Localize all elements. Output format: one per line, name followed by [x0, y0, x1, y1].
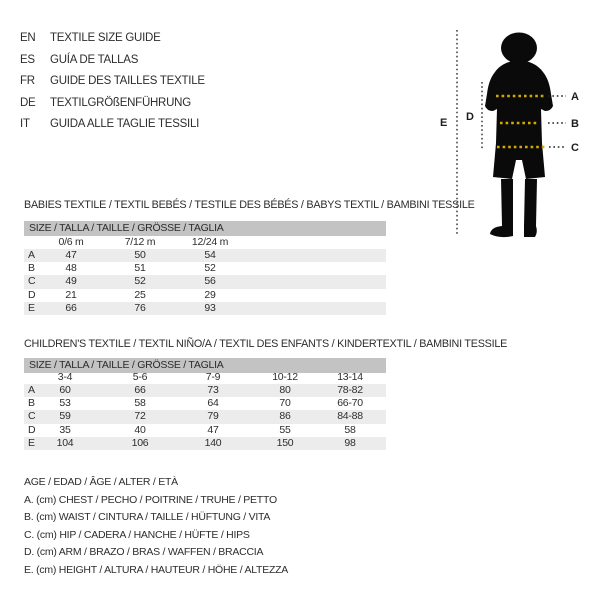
language-label: GUIDE DES TAILLES TEXTILE [50, 75, 205, 88]
language-row [20, 71, 205, 93]
table-cell: 78-82 [337, 384, 363, 396]
table-cell: 64 [207, 397, 219, 410]
child-silhouette-diagram [438, 20, 598, 245]
table-cell: 58 [344, 423, 356, 436]
table-cell: 59 [59, 410, 71, 423]
legend-item-hip: C. (cm) HIP / CADERA / HANCHE / HÜFTE / HIPS [24, 528, 250, 541]
table-cell: 66 [134, 384, 146, 396]
table-cell: 54 [204, 249, 216, 261]
table-cell: 106 [131, 436, 149, 449]
table-cell: 104 [56, 436, 74, 449]
table-cell: 79 [207, 410, 219, 423]
column-header: 5-6 [132, 371, 148, 383]
table-cell: 53 [59, 397, 71, 410]
table-cell: 55 [279, 423, 291, 436]
table-cell: 40 [134, 423, 146, 436]
table-cell: 73 [207, 384, 219, 396]
table-row [24, 262, 386, 275]
table-cell: 49 [65, 275, 77, 288]
table-cell: 21 [65, 288, 77, 301]
column-header: 13-14 [337, 371, 363, 383]
legend-age-line: AGE / EDAD / ÂGE / ALTER / ETÀ [24, 476, 178, 488]
language-row [20, 28, 205, 50]
babies-table [24, 249, 386, 315]
table-row [24, 410, 386, 423]
table-cell: 70 [279, 397, 291, 410]
table-row [24, 249, 386, 262]
column-header: 10-12 [272, 371, 298, 383]
row-label: A [28, 249, 35, 261]
table-cell: 80 [279, 384, 291, 396]
row-label: A [28, 384, 35, 396]
table-cell: 66-70 [337, 397, 363, 410]
language-label: TEXTILE SIZE GUIDE [50, 32, 161, 44]
marker-e-label: E [440, 117, 448, 129]
marker-b-label: B [571, 118, 579, 130]
children-section-heading: CHILDREN'S TEXTILE / TEXTIL NIÑO/A / TEXTIL DES ENFANTS / KINDERTEXTIL / BAMBINI TESSILE [24, 338, 508, 350]
language-list [20, 28, 205, 136]
legend-item-chest: A. (cm) CHEST / PECHO / POITRINE / TRUHE / PETTO [24, 493, 277, 506]
table-cell: 35 [59, 423, 71, 436]
table-row [24, 289, 386, 302]
table-cell: 72 [134, 410, 146, 423]
language-code: FR [20, 75, 35, 88]
table-row [24, 424, 386, 437]
language-label: GUIDA ALLE TAGLIE TESSILI [50, 118, 200, 131]
language-label: GUÍA DE TALLAS [50, 53, 139, 66]
table-row [24, 384, 386, 397]
table-cell: 150 [276, 436, 294, 449]
measurement-legend [24, 474, 288, 580]
language-code: IT [20, 118, 30, 131]
row-label: D [28, 288, 36, 301]
column-header: 12/24 m [191, 236, 229, 248]
language-code: ES [20, 53, 35, 66]
table-cell: 50 [134, 249, 146, 261]
babies-table-title-bar: SIZE / TALLA / TAILLE / GRÖSSE / TAGLIA [24, 221, 386, 236]
language-row [20, 93, 205, 115]
table-cell: 60 [59, 384, 71, 396]
language-row [20, 50, 205, 72]
table-cell: 84-88 [337, 410, 363, 423]
children-column-header-row [24, 371, 386, 384]
table-cell: 47 [207, 423, 219, 436]
language-code: DE [20, 96, 36, 109]
column-header: 7-9 [205, 371, 221, 383]
table-cell: 66 [65, 301, 77, 314]
child-silhouette [485, 33, 553, 238]
table-cell: 52 [204, 262, 216, 275]
table-cell: 48 [65, 262, 77, 275]
row-label: C [28, 275, 36, 288]
row-label: C [28, 410, 36, 423]
table-cell: 25 [134, 288, 146, 301]
table-row [24, 302, 386, 315]
table-row [24, 437, 386, 450]
row-label: E [28, 301, 35, 314]
row-label: E [28, 436, 35, 449]
row-label: B [28, 397, 35, 410]
language-code: EN [20, 32, 36, 44]
table-cell: 58 [134, 397, 146, 410]
language-label: TEXTILGRÖßENFÜHRUNG [50, 96, 191, 109]
marker-d-label: D [466, 111, 474, 123]
table-cell: 93 [204, 301, 216, 314]
legend-item-height: E. (cm) HEIGHT / ALTURA / HAUTEUR / HÖHE / ALTEZZA [24, 563, 289, 576]
legend-item-waist: B. (cm) WAIST / CINTURA / TAILLE / HÜFTUNG / VITA [24, 511, 271, 524]
table-cell: 140 [204, 436, 222, 449]
babies-column-header-row [24, 236, 386, 249]
table-row [24, 397, 386, 410]
column-header: 0/6 m [58, 236, 84, 248]
table-cell: 56 [204, 275, 216, 288]
column-header: 7/12 m [124, 236, 156, 248]
row-label: D [28, 423, 36, 436]
babies-section-heading: BABIES TEXTILE / TEXTIL BEBÉS / TESTILE DES BÉBÉS / BABYS TEXTIL / BAMBINI TESSILE [24, 199, 475, 211]
children-table [24, 384, 386, 450]
table-cell: 98 [344, 436, 356, 449]
table-cell: 47 [65, 249, 77, 261]
table-cell: 52 [134, 275, 146, 288]
table-cell: 51 [134, 262, 146, 275]
language-row [20, 114, 205, 136]
marker-a-label: A [571, 91, 579, 103]
table-row [24, 275, 386, 288]
marker-c-label: C [571, 142, 579, 154]
table-cell: 86 [279, 410, 291, 423]
column-header: 3-4 [57, 371, 73, 383]
children-table-title-bar: SIZE / TALLA / TAILLE / GRÖSSE / TAGLIA [24, 358, 386, 373]
legend-item-arm: D. (cm) ARM / BRAZO / BRAS / WAFFEN / BRACCIA [24, 546, 264, 559]
table-cell: 29 [204, 288, 216, 301]
table-cell: 76 [134, 301, 146, 314]
row-label: B [28, 262, 35, 275]
